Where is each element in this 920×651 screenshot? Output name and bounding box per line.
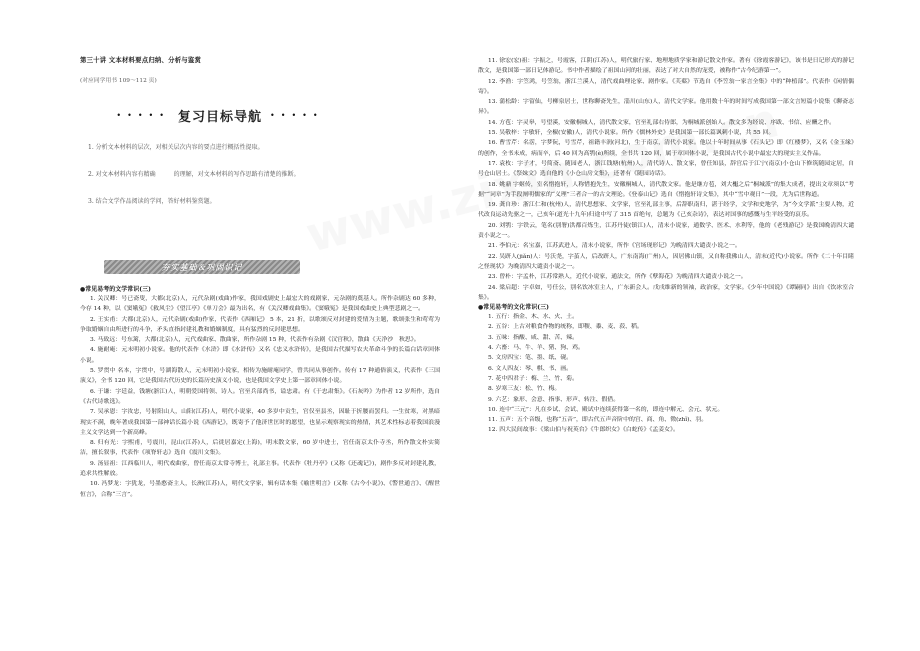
list-item: 24. 梁启超：字卓如，号任公，别名饮冰室主人，广东新会人。戊戌维新的领袖，政治家，文学家。《少年中国说》《谭嗣同》出自《饮冰室合集》。 bbox=[478, 284, 854, 301]
list-item: 7. 吴承恩：字汝忠，号射阳山人，山阳(江苏)人，明代小说家，40 多岁中贡生，官仅至县丞，因耻于折腰而罢归。一生贫寒，对黑暗现实不满，晚年著成我国第一部神话长篇小说《西游记》，既寄予了他济世匡时的愿望，也显示观察现实的热情，其艺术性标志着我国浪漫主义文学达到一个新高峰。 bbox=[80, 409, 440, 436]
list-item: 15. 吴敬梓：字敏轩，全椒(安徽)人，清代小说家。所作《儒林外史》是我国第一部长篇讽刺小说，共 55 回。 bbox=[488, 130, 775, 137]
list-item: 2. 王实甫：大都(北京)人，元代杂剧(戏曲)作家，代表作《西厢记》 5 本，21 折，以歌颂反对封建的爱情为主题，歌颂张生和莺莺为争取婚姻自由所进行的斗争，矛头直指封建礼教和婚姻制度，具有猛烈的反封建思想。 bbox=[80, 316, 440, 333]
list-item: 4. 六畜：马、牛、羊、猪、狗、鸡。 bbox=[488, 345, 584, 352]
list-item: 12. 四大民间故事：《梁山伯与祝英台》《牛郎织女》《白蛇传》《孟姜女》。 bbox=[488, 427, 679, 434]
list-item: 1. 关汉卿：号已斋叟，大都(北京)人，元代杂剧(戏曲)作家，我国戏剧史上最宏大的戏剧家，元杂剧的奠基人。所作杂剧达 60 多种，今存 14 种，以《窦娥冤》《救风尘》《望江亭》《单刀会》最为出名，有《关汉卿戏曲集》。《窦娥冤》是我国戏曲史上典型悲剧之一。 bbox=[80, 296, 440, 313]
list-item: 1. 五行：指金、木、水、火、土。 bbox=[488, 314, 578, 321]
list-item: 8. 归有光：字熙甫，号震川，昆山(江苏)人，后徙居嘉定(上海)，明末散文家，60 岁中进士，官任南京太仆寺丞，所作散文朴实简洁，擅长叙事，代表作《项脊轩志》选自《震川文集》。 bbox=[80, 440, 440, 457]
list-item: 5. 罗贯中 名本，字贯中，号湖海散人，元末明初小说家，相传为施耐庵同学，曾共同从事创作。传有 17 种通俗演义，代表作《三国演义》，全书 120 回，它是我国古代历史的长篇历史演义小说，也是我国文学史上第一部章回体小说。 bbox=[80, 368, 440, 385]
goal-item: 1. 分析文本材料的层次，对相关层次内容的要点进行概括性提取。 bbox=[88, 144, 264, 151]
reference-note: (对应同学用书 109～112 页) bbox=[80, 78, 157, 84]
list-item: 9. 六艺：象形、会意、指事、形声、转注、假借。 bbox=[488, 396, 620, 403]
literature-list-a bbox=[80, 285, 440, 500]
list-item: 11. 徐宏(宏)祖：字振之，号霞客，江阴(江苏)人，明代旅行家、地理地质学家和游记散文作家。著有《徐霞客游记》，该书是日记形式的游记散文，是我国第一部日记体游记。书中作者描绘了祖国山河的壮丽，表达了对大自然的宠爱，被称作“古今纪游第一”。 bbox=[478, 58, 854, 75]
banner-dots-left: ••••• bbox=[116, 110, 170, 120]
lesson-title: 第三十讲 文本材料要点归纳、分析与鉴赏 bbox=[80, 56, 202, 64]
list-item: 13. 蒲松龄：字留仙，号柳泉居士，世称聊斋先生，淄川(山东)人，清代文学家。他用数十年的时间写成我国第一部文言短篇小说集《聊斋志异》。 bbox=[478, 99, 854, 116]
list-item: 21. 李伯元：名宝嘉，江苏武进人，清末小说家，所作《官场现形记》为晚清四大谴责小说之一。 bbox=[488, 243, 741, 250]
list-item: 14. 方苞：字灵皋，号望溪，安徽桐城人，清代散文家，官至礼部右侍郎，为桐城派创始人。散文多为经说、序跋、书信、应酬之作。 bbox=[488, 119, 836, 126]
left-header bbox=[80, 56, 440, 85]
review-goals-banner bbox=[100, 106, 340, 124]
list-item: 6. 于谦：字廷益，钱塘(浙江)人，明朝爱国将领、诗人。官至兵部尚书，谥忠肃。有《于忠肃集》。《石灰吟》为作者 12 岁所作，选自《古代诗歌选》。 bbox=[80, 388, 440, 405]
foundation-banner-label: 夯实基础＆巩固识记 bbox=[161, 262, 243, 272]
list-item: 4. 施耐庵：元末明初小说家。他的代表作《水浒》即《水浒传》又名《忠义水浒传》，是我国古代描写农夫革命斗争的长篇白话章回体小说。 bbox=[80, 347, 440, 364]
banner-dots-right: ••••• bbox=[270, 110, 324, 120]
list-item: 8. 岁寒三友：松、竹、梅。 bbox=[488, 386, 561, 393]
list-item: 12. 李渔：字笠鸿，号笠翁，浙江兰溪人，清代戏曲理论家、剧作家。《芙蕖》节选自《李笠翁一家言全集》中的“种植部”。代表作《闲情偶寄》。 bbox=[478, 78, 854, 95]
list-item: 3. 五味：指酸、咸、甜、苦、辣。 bbox=[488, 334, 578, 341]
literature-list-b bbox=[478, 56, 854, 436]
list-item: 7. 花中四君子：梅、兰、竹、菊。 bbox=[488, 375, 578, 382]
list-item: 18. 姚鼐 字姬传，室名惜抱轩，人称惜抱先生，安徽桐城人，清代散文家。他是继方苞，刘大櫆之后“桐城派”的集大成者，提出文章须以“考据”“词章”为手段阐明儒家的“义理”三者合一的古文理论。《登泰山记》选自《惜抱轩诗文集》，其中“雪中观日”一段，尤为后世称道。 bbox=[478, 181, 854, 198]
goal-item: 2. 对文本材料内容有精确 的理解，对文本材料的写作思路有清楚的推断。 bbox=[88, 171, 300, 178]
list-item: 10. 连中“三元”：凡在乡试、会试、殿试中连续获得第一名的，即连中解元、会元、状元。 bbox=[488, 406, 724, 413]
list-item: 6. 文人四友：琴、棋、书、画。 bbox=[488, 365, 573, 372]
goal-item: 3. 结合文学作品阅读的学问，答好材料鉴赏题。 bbox=[88, 198, 216, 205]
list-item: 17. 袁枚：字子才，号简斋、随园老人，浙江钱塘(杭州)人，清代诗人、散文家，曾任知县，辞官后于江宁(南京)小仓山下修筑随园定居，自号仓山居士。《祭妹文》选自他的《小仓山房文集》，还著有《随园诗话》。 bbox=[478, 160, 854, 178]
list-item: 9. 汤显祖：江西临川人，明代戏曲家，曾任南京太常寺博士，礼部主事。代表作《牡丹亭》(又称《还魂记》)，剧作多反对封建礼教，追求共性解放。 bbox=[80, 460, 440, 478]
list-item: 23. 曾朴：字孟朴，江苏常熟人，近代小说家，通法文，所作《孽海花》为晚清四大谴责小说之一。 bbox=[488, 274, 747, 281]
section-heading: ●常见易考的文化常识(三) bbox=[478, 304, 549, 312]
list-item: 3. 马致远：号东篱，大都(北京)人，元代戏曲家、散曲家，所作杂剧 15 种，代表作有杂剧《汉宫秋》，散曲《天净沙 秋思》。 bbox=[90, 337, 420, 344]
list-item: 20. 刘鹗：字铁云，笔名(别署)洪都百炼生，江苏丹徒(镇江)人，清末小说家，通数学、医术、水利等，他的《老残游记》是我国晚清四大谴责小说之一。 bbox=[478, 222, 854, 240]
banner-title: 复习目标导航 bbox=[177, 109, 262, 125]
list-item: 11. 五声：五个音级，也称“五音”，即古代五声音阶中的宫、商、角、徵(zhǐ)、羽。 bbox=[488, 417, 708, 424]
foundation-banner bbox=[104, 260, 300, 274]
goals-list bbox=[88, 144, 428, 225]
list-item: 2. 五谷：上古对粮食作物的统称，即稷、黍、麦、菽、稻。 bbox=[488, 324, 643, 331]
section-heading: ●常见易考的文学常识(三) bbox=[80, 286, 151, 293]
list-item: 10. 冯梦龙：字犹龙，号墨憨斋主人，长洲(江苏)人，明代文学家，辑有话本集《喻世明言》(又称《古今小说》)、《警世通言》、《醒世恒言》，合称“三言”。 bbox=[80, 481, 440, 498]
list-item: 19. 龚自珍：浙江仁和(杭州)人，清代思想家、文学家，官至礼部主事，后辞职南归，湛于经学，文学和史地学，为“今文学派”主要人物，近代改良运动先驱之一，己亥年(道光十九年)归途中写了 315 首绝句，总题为《己亥杂诗》，表达对国事的感慨与生平经受的哀乐。 bbox=[478, 202, 854, 219]
list-item: 22. 吴趼人(jiǎn)人：号沃尧，字茧人，后改趼人，广东南海(广州)人，因居佛山镇，又自称我佛山人，清末(近代)小说家。所作《二十年目睹之怪现状》为晚清四大谴责小说之一。 bbox=[478, 253, 854, 270]
list-item: 16. 曹雪芹：名霑，字梦阮，号雪芹，祖籍丰润(河北)，生于南京，清代小说家。他以十年时间从事《石头记》即《红楼梦》，又名《金玉缘》的创作，全书未成，病而卒，后 40 回为高鹗(è)所续，全书共 120 回，属于章回体小说，是我国古代小说中最宏大的现实主义作品。 bbox=[478, 140, 854, 157]
list-item: 5. 文房四宝：笔、墨、纸、砚。 bbox=[488, 355, 573, 362]
